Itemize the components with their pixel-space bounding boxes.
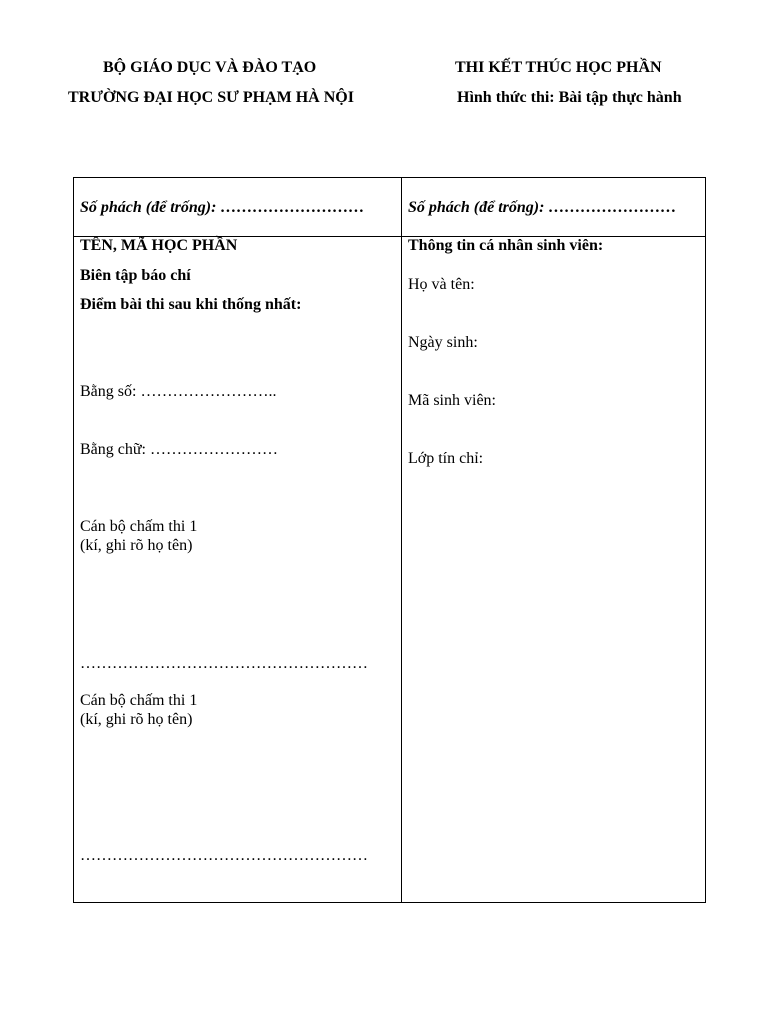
- grader-1-title: Cán bộ chấm thi 1: [80, 518, 198, 535]
- credit-class-field: Lớp tín chỉ:: [408, 450, 484, 467]
- grader-2-title: Cán bộ chấm thi 1: [80, 692, 198, 709]
- ministry-name: BỘ GIÁO DỤC VÀ ĐÀO TẠO: [103, 59, 317, 76]
- score-in-words: Bằng chữ: ……………………: [80, 441, 278, 458]
- grader-1-note: (kí, ghi rõ họ tên): [80, 537, 193, 554]
- score-in-numbers: Bằng số: ……………………..: [80, 383, 277, 400]
- exam-form: Hình thức thi: Bài tập thực hành: [457, 89, 682, 106]
- column-divider: [401, 178, 402, 902]
- exam-title: THI KẾT THÚC HỌC PHẦN: [455, 59, 662, 76]
- score-heading: Điểm bài thi sau khi thống nhất:: [80, 296, 302, 313]
- course-heading: TÊN, MÃ HỌC PHẦN: [80, 237, 238, 254]
- student-id-field: Mã sinh viên:: [408, 392, 496, 409]
- grader-1-signature-line: ………………………………………………: [80, 655, 368, 672]
- university-name: TRƯỜNG ĐẠI HỌC SƯ PHẠM HÀ NỘI: [68, 89, 354, 106]
- grader-2-signature-line: ………………………………………………: [80, 847, 368, 864]
- student-dob-field: Ngày sinh:: [408, 334, 478, 351]
- exam-cover-table: [73, 177, 706, 903]
- left-secret-code-field: Số phách (để trống): ………………………: [80, 199, 365, 216]
- course-name: Biên tập báo chí: [80, 267, 191, 284]
- student-name-field: Họ và tên:: [408, 276, 475, 293]
- right-secret-code-field: Số phách (để trống): ……………………: [408, 199, 677, 216]
- student-info-heading: Thông tin cá nhân sinh viên:: [408, 237, 604, 254]
- grader-2-note: (kí, ghi rõ họ tên): [80, 711, 193, 728]
